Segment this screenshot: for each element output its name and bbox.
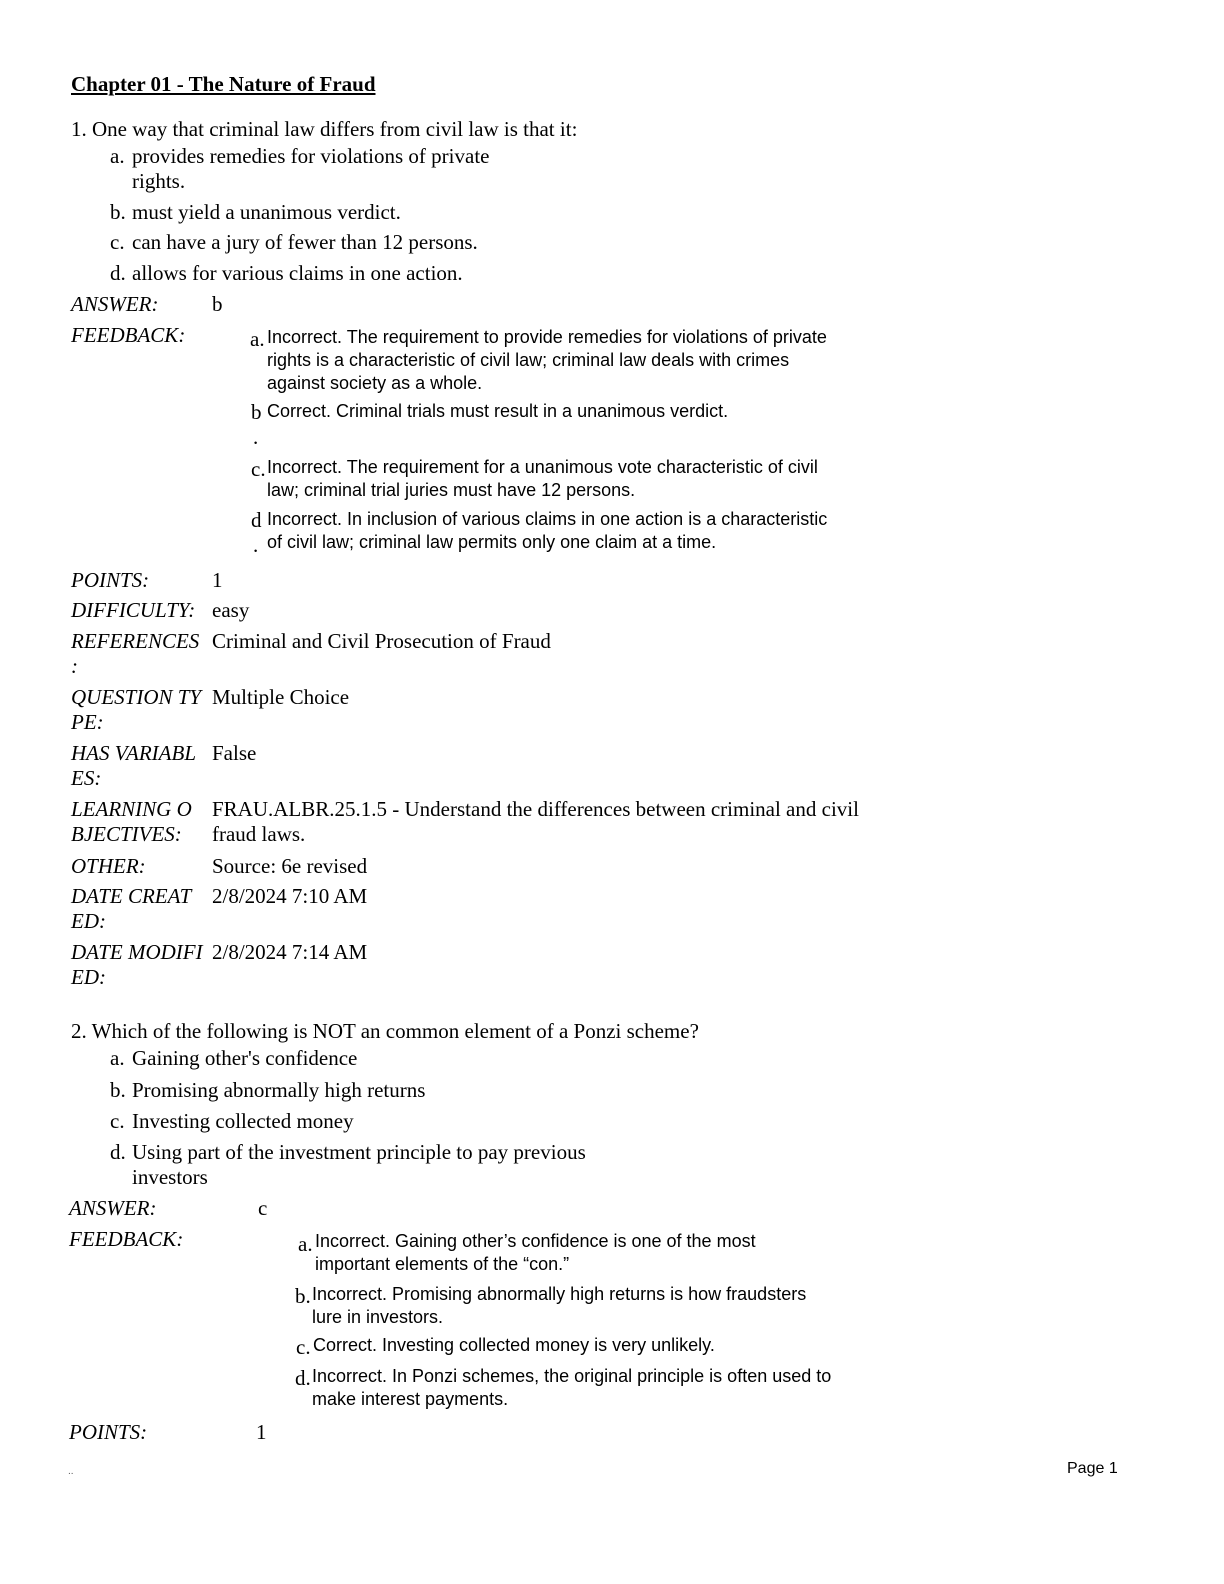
q1-meta-label: HAS VARIABL ES: xyxy=(71,741,196,790)
q2-feedback-a-line: Incorrect. Gaining other’s confidence is one of the most xyxy=(315,1231,756,1251)
q1-meta-label: DATE CREAT ED: xyxy=(71,884,192,933)
q1-feedback-a-line: Incorrect. The requirement to provide remedies for violations of private xyxy=(267,327,827,347)
q1-feedback-d-line: of civil law; criminal law permits only one claim at a time. xyxy=(267,532,717,552)
q2-feedback-d-letter: d. xyxy=(295,1366,311,1390)
q1-feedback-a-line: rights is a characteristic of civil law; criminal law deals with crimes xyxy=(267,350,790,370)
q2-option-c-text: Investing collected money xyxy=(132,1109,354,1133)
q1-answer-label: ANSWER: xyxy=(71,292,159,316)
q1-feedback-d-letter: d xyxy=(251,508,262,532)
q1-meta-value: Criminal and Civil Prosecution of Fraud xyxy=(212,629,551,653)
q1-meta-value: 2/8/2024 7:14 AM xyxy=(212,940,368,964)
q2-option-b-text: Promising abnormally high returns xyxy=(132,1078,426,1102)
q1-option-b-letter: b. xyxy=(110,200,126,224)
q1-meta-label: DATE MODIFI ED: xyxy=(71,940,203,989)
footer-marker: .. xyxy=(68,1466,74,1477)
q1-meta-value: 1 xyxy=(212,568,223,592)
q2-feedback-a-letter: a. xyxy=(298,1232,313,1256)
q2-option-a-letter: a. xyxy=(110,1046,125,1070)
q2-feedback-a-line: important elements of the “con.” xyxy=(315,1254,570,1274)
q1-meta-value: False xyxy=(212,741,257,765)
q2-option-b-letter: b. xyxy=(110,1078,126,1102)
q1-feedback-c-line: law; criminal trial juries must have 12 persons. xyxy=(267,480,636,500)
question-1-stem: 1. One way that criminal law differs from civil law is that it: xyxy=(71,117,578,141)
q1-option-a-text: provides remedies for violations of private xyxy=(132,144,490,168)
q1-option-a-text-cont: rights. xyxy=(132,169,186,193)
q2-feedback-d-line: make interest payments. xyxy=(312,1389,509,1409)
q1-feedback-b-letter: b xyxy=(251,400,262,424)
q2-answer-value: c xyxy=(258,1196,268,1220)
q1-meta-label: REFERENCES : xyxy=(71,629,200,678)
q1-feedback-a-line: against society as a whole. xyxy=(267,373,483,393)
q2-feedback-b-line: Incorrect. Promising abnormally high returns is how fraudsters xyxy=(312,1284,807,1304)
q1-answer-value: b xyxy=(212,292,223,316)
q2-feedback-b-line: lure in investors. xyxy=(312,1307,444,1327)
q1-meta-value: 2/8/2024 7:10 AM xyxy=(212,884,368,908)
page-number: Page 1 xyxy=(1067,1460,1118,1477)
q1-feedback-d-line: Incorrect. In inclusion of various claims in one action is a characteristic xyxy=(267,509,828,529)
q1-option-c-text: can have a jury of fewer than 12 persons. xyxy=(132,230,478,254)
q1-meta-label: LEARNING O BJECTIVES: xyxy=(71,797,192,846)
chapter-title: Chapter 01 - The Nature of Fraud xyxy=(71,72,376,96)
q1-meta-label: QUESTION TY PE: xyxy=(71,685,202,734)
q2-points-value: 1 xyxy=(256,1420,267,1444)
q1-feedback-b-line: Correct. Criminal trials must result in a unanimous verdict. xyxy=(267,401,729,421)
q2-answer-label: ANSWER: xyxy=(69,1196,157,1220)
q1-meta-label: DIFFICULTY: xyxy=(71,598,196,622)
q2-option-c-letter: c. xyxy=(110,1109,125,1133)
q1-option-a-letter: a. xyxy=(110,144,125,168)
q1-meta-label: POINTS: xyxy=(71,568,150,592)
question-2-stem: 2. Which of the following is NOT an common element of a Ponzi scheme? xyxy=(71,1019,699,1043)
q1-meta-value: FRAU.ALBR.25.1.5 - Understand the differences between criminal and civil fraud laws. xyxy=(212,797,859,846)
q1-feedback-c-letter: c. xyxy=(251,457,266,481)
q2-feedback-c-letter: c. xyxy=(296,1335,311,1359)
q1-option-c-letter: c. xyxy=(110,230,125,254)
q1-feedback-d-dot: . xyxy=(253,533,259,557)
q2-option-d-letter: d. xyxy=(110,1140,126,1164)
q1-option-d-letter: d. xyxy=(110,261,126,285)
q2-option-d-text: Using part of the investment principle to pay previous xyxy=(132,1140,586,1164)
q1-option-b-text: must yield a unanimous verdict. xyxy=(132,200,401,224)
q1-meta-label: OTHER: xyxy=(71,854,146,878)
q2-option-a-text: Gaining other's confidence xyxy=(132,1046,358,1070)
q1-feedback-c-line: Incorrect. The requirement for a unanimous vote characteristic of civil xyxy=(267,457,818,477)
q1-feedback-label: FEEDBACK: xyxy=(71,323,186,347)
q1-feedback-a-letter: a. xyxy=(250,327,265,351)
q1-meta-value: easy xyxy=(212,598,250,622)
q1-feedback-b-dot: . xyxy=(253,425,259,449)
q2-feedback-c-line: Correct. Investing collected money is very unlikely. xyxy=(313,1335,715,1355)
q1-meta-value: Source: 6e revised xyxy=(212,854,368,878)
q2-option-d-text-cont: investors xyxy=(132,1165,208,1189)
q2-points-label: POINTS: xyxy=(69,1420,148,1444)
q2-feedback-b-letter: b. xyxy=(295,1284,311,1308)
q2-feedback-d-line: Incorrect. In Ponzi schemes, the original principle is often used to xyxy=(312,1366,832,1386)
q1-option-d-text: allows for various claims in one action. xyxy=(132,261,463,285)
q2-feedback-label: FEEDBACK: xyxy=(69,1227,184,1251)
q1-meta-value: Multiple Choice xyxy=(212,685,350,709)
